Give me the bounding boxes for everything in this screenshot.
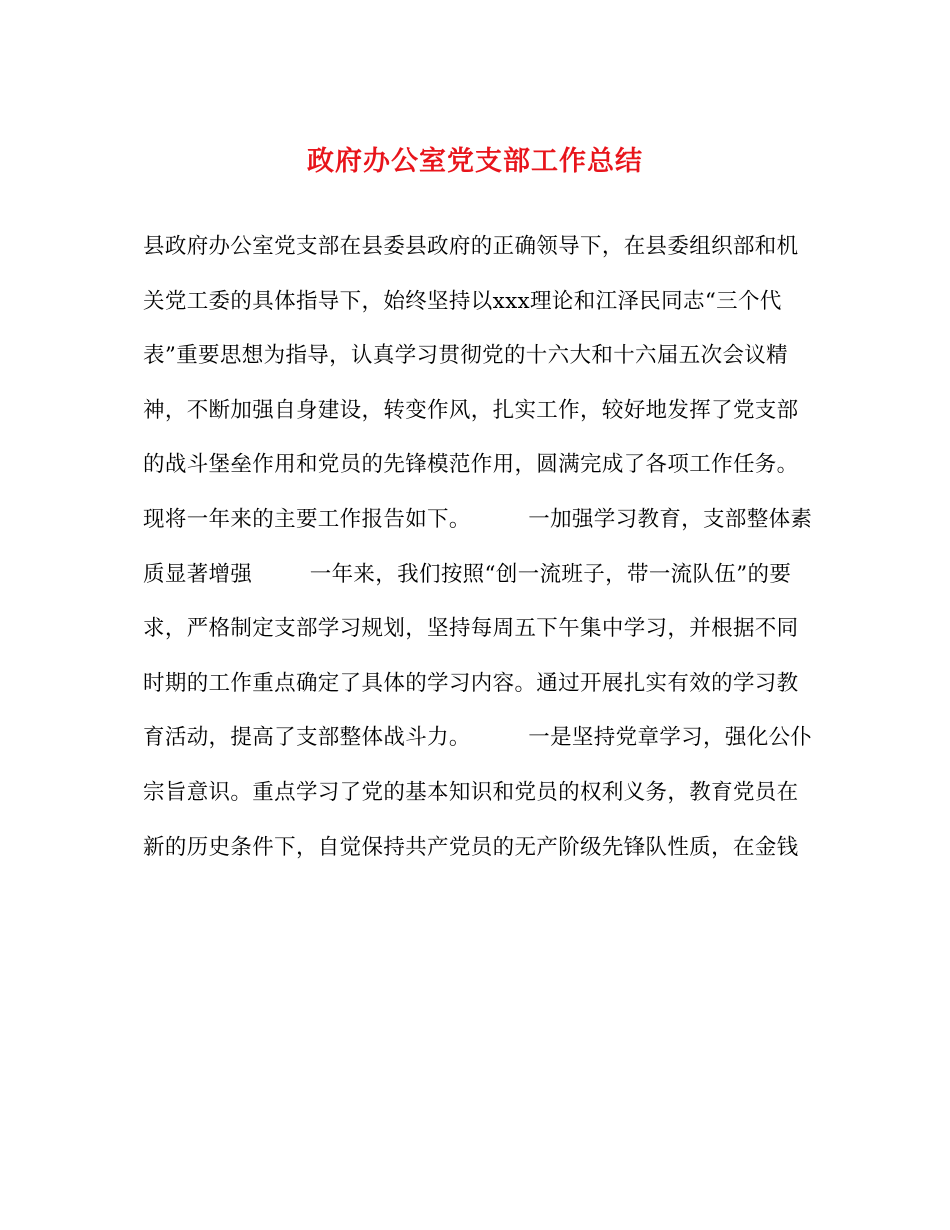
body-line: 时期的工作重点确定了具体的学习内容。通过开展扎实有效的学习教 [143, 670, 799, 696]
body-line: 现将一年来的主要工作报告如下。 一加强学习教育，支部整体素 [143, 506, 813, 532]
body-line: 神，不断加强自身建设，转变作风，扎实工作，较好地发挥了党支部 [143, 397, 799, 423]
body-line: 求，严格制定支部学习规划，坚持每周五下午集中学习，并根据不同 [143, 616, 799, 642]
body-line: 新的历史条件下，自觉保持共产党员的无产阶级先锋队性质，在金钱 [143, 834, 799, 860]
body-line: 质显著增强 一年来，我们按照“创一流班子，带一流队伍”的要 [143, 561, 792, 587]
document-title: 政府办公室党支部工作总结 [307, 146, 643, 177]
body-line: 关党工委的具体指导下，始终坚持以xxx理论和江泽民同志“三个代 [143, 288, 782, 314]
body-line: 的战斗堡垒作用和党员的先锋模范作用，圆满完成了各项工作任务。 [143, 452, 799, 478]
body-line: 宗旨意识。重点学习了党的基本知识和党员的权利义务，教育党员在 [143, 779, 799, 805]
body-line: 育活动，提高了支部整体战斗力。 一是坚持党章学习，强化公仆 [143, 725, 813, 751]
document-body [143, 227, 813, 882]
body-line: 表”重要思想为指导，认真学习贯彻党的十六大和十六届五次会议精 [143, 343, 788, 369]
body-line: 县政府办公室党支部在县委县政府的正确领导下，在县委组织部和机 [143, 234, 799, 259]
